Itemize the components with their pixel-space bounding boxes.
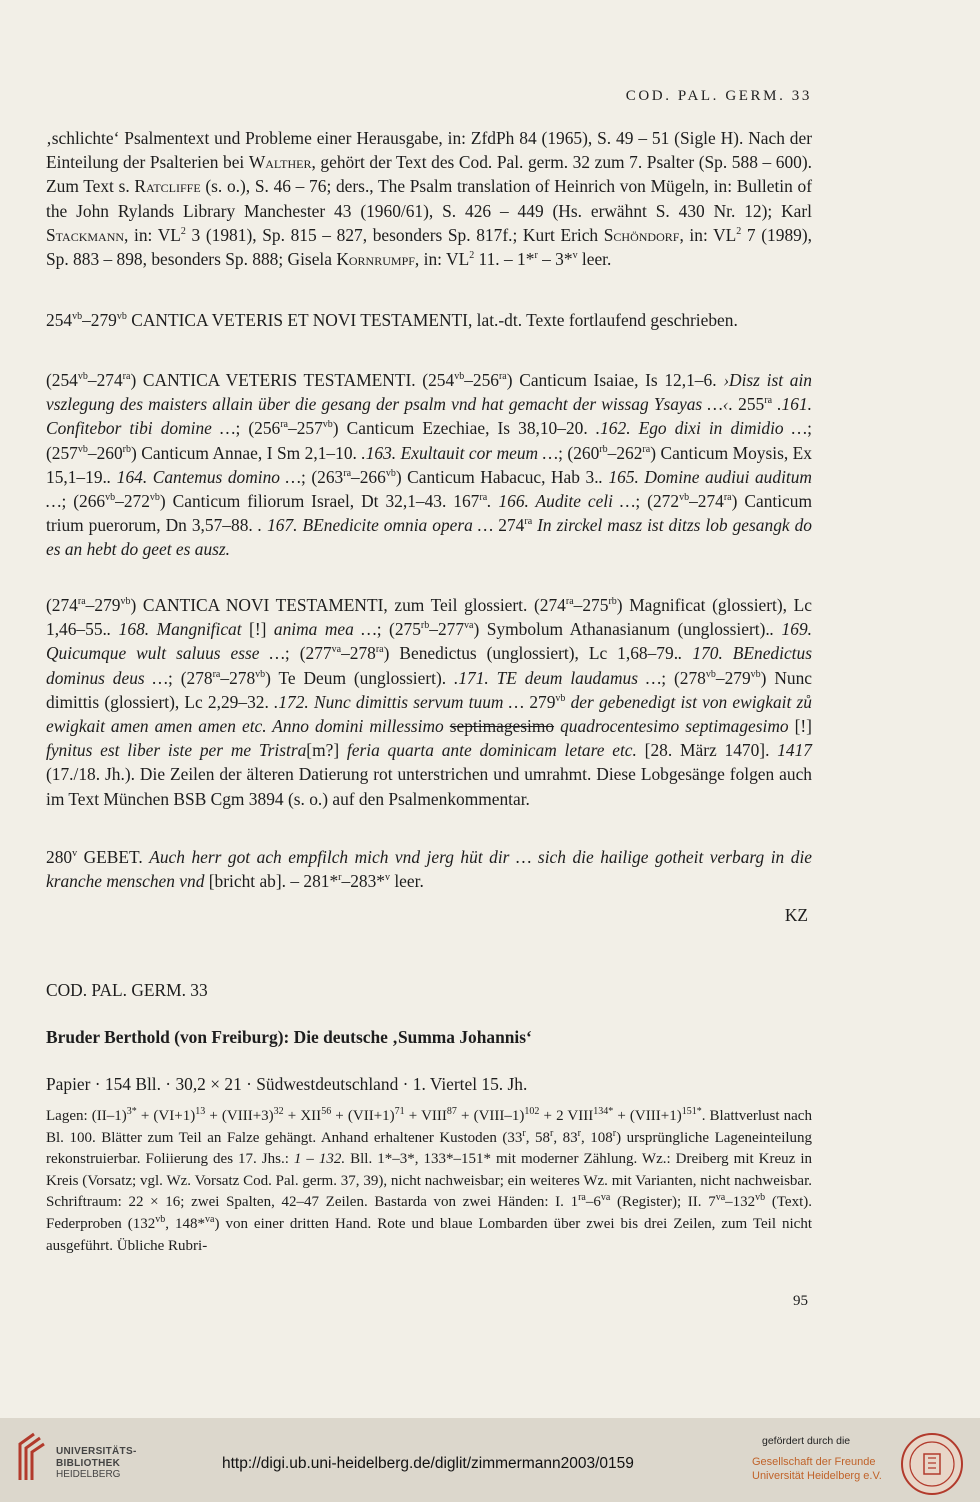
text: , in: VL xyxy=(679,224,737,245)
superscript: vb xyxy=(155,1213,166,1225)
permalink-url[interactable]: http://digi.ub.uni-heidelberg.de/diglit/zimmermann2003/0159 xyxy=(222,1455,634,1472)
superscript: vb xyxy=(385,468,396,480)
incipit: .172. Nunc dimittis servum tuum … xyxy=(274,691,525,712)
superscript: rb xyxy=(599,443,608,455)
text: + VIII xyxy=(404,1108,447,1124)
incipit: Auch herr got ach empfilch mich vnd jerg hüt dir … sich die hailige gotheit verbarg in die kranche menschen vnd xyxy=(46,847,813,892)
text: –274 xyxy=(689,491,724,512)
text: ; (257 xyxy=(46,418,812,463)
incipit: . 170. BEnedictus dominus deus … xyxy=(46,643,812,688)
incipit: ›Disz ist ain vszlegung des maisters allain über die gesang der psalm vnd hat gemacht der wissag Ysayas …‹. xyxy=(46,370,812,415)
text: ) Magnificat (glossiert), Lc 1,46–55. xyxy=(46,595,812,640)
text: 274 xyxy=(493,515,525,536)
text: –279 xyxy=(85,595,121,615)
text: ) von einer dritten Hand. Rote und blaue Lombarden über zwei bis drei Zeilen, zum Teil nicht ausgeführt. Übliche Rubri- xyxy=(46,1215,812,1254)
superscript: 56 xyxy=(321,1106,332,1117)
text: [28. März 1470]. xyxy=(636,740,778,761)
superscript: vb xyxy=(322,419,333,431)
page-number: 95 xyxy=(793,1293,808,1309)
text: [!] xyxy=(788,716,812,737)
text: 255 xyxy=(732,394,765,415)
superscript: ra xyxy=(375,644,384,656)
superscript: vb xyxy=(555,693,566,705)
incipit: . 164. Cantemus domino … xyxy=(106,466,301,487)
superscript: vb xyxy=(679,492,690,504)
paragraph-gebet xyxy=(46,845,812,893)
author-initials: KZ xyxy=(784,905,808,925)
text: –132 xyxy=(725,1194,756,1211)
text: –283* xyxy=(341,871,385,892)
text: ; (278 xyxy=(661,667,706,688)
text: ) Benedictus (unglossiert), Lc 1,68–79. xyxy=(383,643,679,664)
superscript: ra xyxy=(122,371,131,383)
superscript: ra xyxy=(479,492,488,504)
superscript: ra xyxy=(565,596,574,608)
author-name: Ratcliffe xyxy=(134,176,201,197)
incipit: quadrocentesimo septimagesimo xyxy=(554,716,789,737)
superscript: 151* xyxy=(681,1106,702,1117)
text: ) Canticum Habacuc, Hab 3. xyxy=(395,466,599,487)
superscript: r xyxy=(534,250,538,262)
text: ) Canticum Annae, I Sm 2,1–10. xyxy=(131,442,362,463)
text: + (VIII+3) xyxy=(205,1108,274,1124)
library-name xyxy=(56,1446,137,1481)
superscript: ra xyxy=(578,1192,586,1204)
section-meta: Papier · 154 Bll. · 30,2 × 21 · Südwestdeutschland · 1. Viertel 15. Jh. xyxy=(46,1074,528,1094)
text: , 108 xyxy=(580,1129,613,1146)
incipit: 1417 xyxy=(777,740,812,761)
text: ; (277 xyxy=(284,643,332,664)
superscript: ra xyxy=(524,516,533,528)
text: , in: VL xyxy=(414,249,470,270)
text: –279 xyxy=(82,310,117,330)
text: ; (275 xyxy=(376,619,421,640)
superscript: ra xyxy=(77,596,86,608)
text: ; (266 xyxy=(61,491,106,512)
text: GEBET. xyxy=(77,847,150,867)
incipit: .171. TE deum laudamus … xyxy=(453,667,662,688)
text: –266 xyxy=(351,466,386,487)
university-library-logo-icon xyxy=(16,1430,46,1484)
text: + (VI+1) xyxy=(136,1108,196,1124)
text: ; (260 xyxy=(558,442,600,463)
superscript: vb xyxy=(105,492,116,504)
university-seal-icon xyxy=(900,1432,964,1496)
text: –257 xyxy=(288,418,323,439)
foliation-range: 1 – 132. xyxy=(293,1151,346,1168)
superscript: ra xyxy=(764,395,773,407)
text: [m?] xyxy=(306,740,347,761)
library-name-line: HEIDELBERG xyxy=(56,1469,121,1480)
sponsor-label: gefördert durch die xyxy=(762,1435,851,1447)
text: [!] xyxy=(241,619,274,640)
text: ; (263 xyxy=(301,466,344,487)
paragraph-cantica-overview xyxy=(46,308,812,332)
text: ) Canticum Ezechiae, Is 38,10–20. xyxy=(332,418,596,439)
incipit: feria quarta ante dominicam letare etc. xyxy=(346,740,637,761)
incipit: . 165. Domine audiui auditum … xyxy=(46,466,812,512)
text: ‚schlichte‘ Psalmentext und Probleme einer Herausgabe, in: ZfdPh 84 (1965), S. 49 – 51 (Sigle H). Nach der Einteilung der Psalterien bei xyxy=(46,128,812,173)
text: ; (278 xyxy=(168,667,213,688)
author-name: Schöndorf xyxy=(603,224,680,245)
superscript: r xyxy=(577,1127,581,1139)
text: 3 (1981), Sp. 815 – 827, besonders Sp. 817f.; Kurt Erich xyxy=(185,224,604,245)
superscript: ra xyxy=(212,668,221,680)
superscript: vb xyxy=(255,668,266,680)
sponsor-name-line: Universität Heidelberg e.V. xyxy=(752,1470,882,1482)
author-name: Stackmann xyxy=(46,224,125,245)
text: –274 xyxy=(87,370,123,390)
superscript: vb xyxy=(149,492,160,504)
sponsor-name xyxy=(752,1455,882,1483)
running-head: COD. PAL. GERM. 33 xyxy=(625,88,812,104)
superscript: r xyxy=(522,1127,526,1139)
text: + (VIII+1) xyxy=(613,1108,682,1124)
superscript: vb xyxy=(705,668,716,680)
text: ) Symbolum Athanasianum (unglossiert). xyxy=(473,619,770,640)
superscript: vb xyxy=(120,596,131,608)
text: 279 xyxy=(524,691,556,712)
author-name: Walther xyxy=(248,152,312,173)
incipit: .163. Exultauit cor meum … xyxy=(361,442,559,463)
struck-word: septimagesimo xyxy=(449,716,555,737)
text: (Register); II. 7 xyxy=(610,1194,716,1211)
superscript: vb xyxy=(116,311,127,323)
incipit: anima mea … xyxy=(273,619,377,640)
text: (254 xyxy=(46,370,78,390)
text: + 2 VIII xyxy=(539,1108,594,1124)
superscript: rb xyxy=(608,596,617,608)
text: , gehört der Text des Cod. Pal. germ. 32 zum 7. Psalter (Sp. 588 – 600). Zum Text s. xyxy=(46,152,812,197)
superscript: r xyxy=(338,872,342,884)
incipit: der gebenedigt ist von ewigkait zů ewigkait amen amen amen etc. Anno domini millessimo xyxy=(46,691,812,737)
superscript: rb xyxy=(420,620,430,632)
text: ) Canticum Moysis, Ex 15,1–19. xyxy=(46,442,812,487)
author-name: Kornrumpf xyxy=(336,249,415,270)
text: –262 xyxy=(607,442,643,463)
superscript: r xyxy=(612,1127,617,1139)
superscript: 13 xyxy=(195,1106,206,1117)
superscript: 102 xyxy=(524,1106,540,1117)
superscript: vb xyxy=(755,1192,766,1204)
text: 280 xyxy=(46,847,73,867)
text: –272 xyxy=(115,491,150,512)
superscript: 2 xyxy=(180,226,186,238)
text: –277 xyxy=(429,619,465,640)
text: (s. o.), S. 46 – 76; ders., The Psalm translation of Heinrich von Mügeln, in: Bulletin of the John Rylands Library Manchester 43 (1960/61), S. 426 – 449 (Hs. erwähnt S. 430 Nr. 12); Karl xyxy=(46,176,812,221)
superscript: v xyxy=(385,872,390,884)
text: ) ursprüngliche Lageneinteilung rekonstruierbar. Foliierung des 17. Jhs.: xyxy=(46,1129,813,1168)
text: –256 xyxy=(464,370,499,390)
text: 11. – 1* xyxy=(474,249,535,270)
superscript: 3* xyxy=(126,1106,137,1117)
paragraph-cantica-novi xyxy=(46,593,812,811)
text: , in: VL xyxy=(124,224,181,245)
superscript: ra xyxy=(343,468,352,480)
incipit: . 166. Audite celi … xyxy=(487,491,636,512)
text: – 3* xyxy=(537,249,573,270)
superscript: vb xyxy=(77,371,88,383)
text: ) Te Deum (unglossiert). xyxy=(265,667,454,688)
text: (17./18. Jh.). Die Zeilen der älteren Datierung rot unterstrichen und umrahmt. Diese Lobgesänge folgen auch im Text München BSB Cgm 3894 (s. o.) auf den Psalmenkommentar. xyxy=(46,764,812,809)
superscript: 134* xyxy=(593,1106,614,1117)
text: , 83 xyxy=(553,1129,578,1146)
text: CANTICA VETERIS ET NOVI TESTAMENTI, lat.-dt. Texte fortlaufend geschrieben. xyxy=(126,310,738,330)
text: 7 (1989), Sp. 883 – 898, besonders Sp. 888; Gisela xyxy=(46,224,812,270)
text: ) CANTICA NOVI TESTAMENTI, zum Teil glossiert. (274 xyxy=(130,595,566,615)
text: , 148* xyxy=(165,1215,206,1232)
text: ) Nunc dimittis (glossiert), Lc 2,29–32. xyxy=(46,667,812,712)
library-name-line: BIBLIOTHEK xyxy=(56,1457,121,1469)
text: leer. xyxy=(390,871,424,892)
superscript: va xyxy=(464,620,474,632)
superscript: ra xyxy=(498,371,507,383)
superscript: 32 xyxy=(273,1106,284,1117)
superscript: 2 xyxy=(736,226,742,238)
incipit: .161. Confitebor tibi domine … xyxy=(46,394,812,439)
text: –6 xyxy=(585,1194,601,1211)
superscript: va xyxy=(600,1192,611,1204)
text: (274 xyxy=(46,595,78,615)
superscript: v xyxy=(72,848,78,860)
section-heading: COD. PAL. GERM. 33 xyxy=(46,980,208,1000)
paragraph-cantica-veteris xyxy=(46,368,812,562)
text: ) Canticum Isaiae, Is 12,1–6. xyxy=(506,370,724,390)
text: , 58 xyxy=(525,1129,550,1146)
superscript: vb xyxy=(454,371,465,383)
text: Bll. 1*–3*, 133*–151* mit moderner Zählung. Wz.: Dreiberg mit Kreuz in Kreis (Vorsatz; vgl. Wz. Vorsatz Cod. Pal. germ. 37, 39), nicht nachweisbar; ein weiteres Wz. mit Varianten, nicht nachweisbar. Schriftraum: 22 × 16; zwei Spalten, 42–47 Zeilen. Bastarda von zwei Händen: I. 1 xyxy=(46,1151,812,1211)
text: –275 xyxy=(573,595,609,615)
superscript: ra xyxy=(280,419,288,431)
text: ) Canticum filiorum Israel, Dt 32,1–43. 167 xyxy=(159,491,480,512)
footer-bar xyxy=(0,1418,980,1502)
text: [bricht ab]. – 281* xyxy=(204,871,339,892)
text: –278 xyxy=(220,667,256,688)
superscript: rb xyxy=(122,443,132,455)
incipit: . 167. BEnedicite omnia opera … xyxy=(257,515,494,536)
text: 254 xyxy=(46,310,73,330)
text: ) CANTICA VETERIS TESTAMENTI. (254 xyxy=(130,370,455,390)
superscript: vb xyxy=(750,668,761,680)
library-name-line: UNIVERSITÄTS- xyxy=(56,1446,137,1457)
incipit: . 168. Mangnificat xyxy=(106,619,242,640)
paragraph-literature xyxy=(46,126,812,271)
incipit: In zirckel masz ist ditzs lob gesangk do es an hebt do geet es ausz. xyxy=(46,515,812,560)
superscript: va xyxy=(331,644,342,656)
text: –278 xyxy=(341,643,376,664)
text: leer. xyxy=(577,249,612,270)
text: ; (272 xyxy=(635,491,680,512)
superscript: ra xyxy=(723,492,732,504)
incipit: . 169. Quicumque wult saluus esse … xyxy=(46,619,812,664)
superscript: va xyxy=(205,1213,215,1225)
text: + XII xyxy=(283,1108,322,1124)
superscript: ra xyxy=(642,443,651,455)
text: + (VIII–1) xyxy=(456,1108,525,1124)
incipit: fynitus est liber iste per me Tristra xyxy=(46,740,307,761)
superscript: 2 xyxy=(469,250,475,262)
text: Lagen: (II–1) xyxy=(46,1108,127,1124)
superscript: vb xyxy=(72,311,83,323)
text: –260 xyxy=(87,442,123,463)
text: ; (256 xyxy=(235,418,281,439)
superscript: v xyxy=(572,250,578,262)
sponsor-name-line: Gesellschaft der Freunde xyxy=(752,1456,876,1468)
superscript: vb xyxy=(77,443,88,455)
paragraph-lagen xyxy=(46,1106,812,1257)
superscript: r xyxy=(549,1127,554,1139)
text: + (VII+1) xyxy=(331,1108,395,1124)
superscript: 71 xyxy=(394,1106,405,1117)
superscript: va xyxy=(715,1192,726,1204)
superscript: 87 xyxy=(446,1106,457,1117)
text: ) Canticum trium puerorum, Dn 3,57–88. xyxy=(46,491,812,536)
text: –279 xyxy=(715,667,751,688)
incipit: .162. Ego dixi in dimidio … xyxy=(595,418,808,439)
text: (Text). Federproben (132 xyxy=(46,1194,813,1232)
text: . Blattverlust nach Bl. 100. Blätter zum Teil an Falze gehängt. Anhand erhaltener Kustoden (33 xyxy=(46,1108,812,1146)
section-title: Bruder Berthold (von Freiburg): Die deutsche ‚Summa Johannis‘ xyxy=(46,1027,532,1047)
